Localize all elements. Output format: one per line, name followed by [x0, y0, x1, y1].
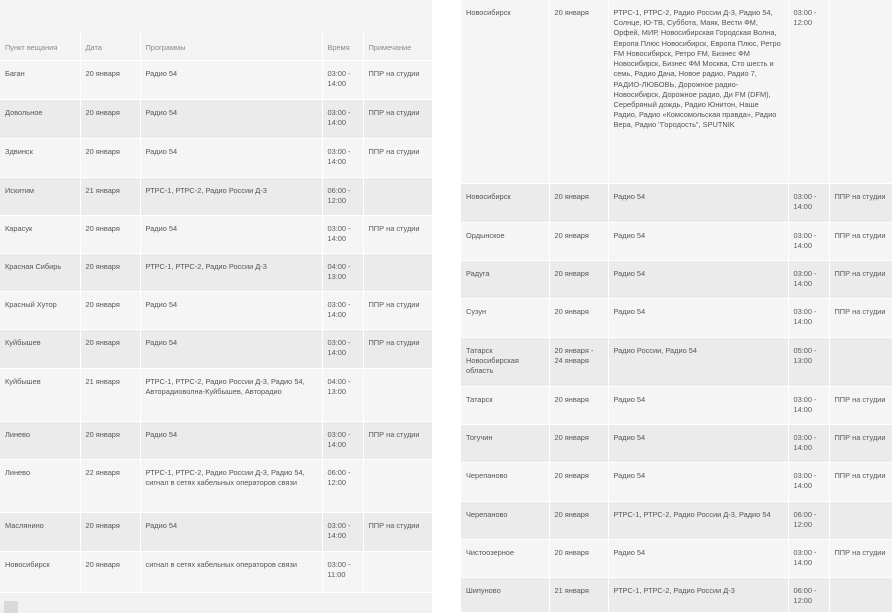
- cell-programs: РТРС-1, РТРС-2, Радио России Д-3: [140, 253, 322, 291]
- cell-note: [363, 253, 432, 291]
- cell-programs: РТРС-1, РТРС-2, Радио России Д-3: [140, 177, 322, 215]
- cell-place: Красный Хутор: [0, 291, 80, 329]
- top-band: [0, 0, 432, 32]
- cell-note: ППР на студии: [363, 215, 432, 253]
- cell-time: 03:00 - 14:00: [788, 183, 829, 222]
- header-note: Примечание: [363, 32, 432, 60]
- header-place: Пункт вещания: [0, 32, 80, 60]
- cell-time: 03:00 - 14:00: [322, 99, 363, 138]
- cell-place: Линево: [0, 459, 80, 512]
- cell-note: [829, 501, 892, 539]
- cell-place: Красная Сибирь: [0, 253, 80, 291]
- table-row: [461, 386, 892, 424]
- cell-note: ППР на студии: [363, 99, 432, 138]
- cell-note: ППР на студии: [363, 138, 432, 177]
- cell-place: Линево: [0, 421, 80, 459]
- table-row: [0, 329, 432, 368]
- cell-time: 03:00 - 14:00: [788, 386, 829, 424]
- cell-date: 20 января: [549, 298, 608, 337]
- cell-date: 20 января: [549, 501, 608, 539]
- cell-note: [363, 551, 432, 592]
- cell-date: 20 января: [80, 138, 140, 177]
- table-row: [0, 253, 432, 291]
- table-row: [0, 551, 432, 592]
- cell-place: Чистоозерное: [461, 539, 549, 577]
- cell-programs: Радио 54: [140, 138, 322, 177]
- cell-note: ППР на студии: [363, 291, 432, 329]
- cell-time: 04:00 - 13:00: [322, 253, 363, 291]
- table-header-row: [0, 32, 432, 60]
- cell-programs: Радио 54: [608, 386, 788, 424]
- cell-note: [829, 337, 892, 386]
- cell-date: 20 января: [80, 253, 140, 291]
- table-row: [461, 183, 892, 222]
- cell-date: 20 января - 24 января: [549, 337, 608, 386]
- cell-note: ППР на студии: [363, 60, 432, 99]
- table-row: [461, 222, 892, 260]
- cell-programs: Радио 54: [140, 99, 322, 138]
- cell-date: 20 января: [80, 421, 140, 459]
- cell-time: 03:00 - 12:00: [788, 0, 829, 183]
- cell-programs: Радио России, Радио 54: [608, 337, 788, 386]
- cell-programs: Радио 54: [608, 183, 788, 222]
- cell-time: 03:00 - 11:00: [322, 551, 363, 592]
- table-row: [0, 459, 432, 512]
- cell-programs: Радио 54: [140, 215, 322, 253]
- panel-gap: [432, 0, 461, 613]
- cell-time: 03:00 - 14:00: [322, 60, 363, 99]
- cell-place: Маслянино: [0, 512, 80, 551]
- cell-place: Тогучин: [461, 424, 549, 462]
- cell-time: 03:00 - 14:00: [788, 462, 829, 501]
- cell-time: 03:00 - 14:00: [788, 260, 829, 298]
- cell-programs: Радио 54: [140, 60, 322, 99]
- cell-note: ППР на студии: [829, 386, 892, 424]
- cell-place: Баган: [0, 60, 80, 99]
- table-row: [461, 539, 892, 577]
- cell-place: Куйбышев: [0, 368, 80, 421]
- cell-programs: Радио 54: [140, 512, 322, 551]
- table-row: [461, 501, 892, 539]
- cell-time: 03:00 - 14:00: [322, 291, 363, 329]
- cell-place: Татарск: [461, 386, 549, 424]
- cell-note: ППР на студии: [363, 421, 432, 459]
- cell-date: 22 января: [80, 459, 140, 512]
- cell-date: 20 января: [80, 99, 140, 138]
- cell-programs: Радио 54: [140, 329, 322, 368]
- table-row: [461, 0, 892, 183]
- cell-programs: сигнал в сетях кабельных операторов связи: [140, 551, 322, 592]
- table-row: [461, 462, 892, 501]
- cell-date: 20 января: [80, 512, 140, 551]
- schedule-table-right: [461, 0, 892, 613]
- table-row: [0, 177, 432, 215]
- broadcast-table-right: [461, 0, 892, 613]
- cell-note: ППР на студии: [829, 298, 892, 337]
- cell-place: Довольное: [0, 99, 80, 138]
- cell-place: Новосибирск: [461, 0, 549, 183]
- cell-note: ППР на студии: [829, 462, 892, 501]
- cell-date: 20 января: [549, 386, 608, 424]
- cell-time: 03:00 - 14:00: [322, 215, 363, 253]
- cell-programs: Радио 54: [608, 298, 788, 337]
- cell-date: 21 января: [80, 177, 140, 215]
- cell-note: [829, 0, 892, 183]
- header-programs: Программы: [140, 32, 322, 60]
- cell-time: 06:00 - 12:00: [322, 459, 363, 512]
- cell-place: Новосибирск: [461, 183, 549, 222]
- cell-place: Искитим: [0, 177, 80, 215]
- cell-note: ППР на студии: [829, 222, 892, 260]
- cell-date: 20 января: [549, 222, 608, 260]
- table-row: [0, 368, 432, 421]
- cell-date: 20 января: [80, 329, 140, 368]
- cell-place: Черепаново: [461, 462, 549, 501]
- cell-programs: Радио 54: [608, 539, 788, 577]
- cell-time: 03:00 - 14:00: [788, 424, 829, 462]
- cell-place: Куйбышев: [0, 329, 80, 368]
- table-row: [0, 512, 432, 551]
- cell-date: 21 января: [549, 577, 608, 612]
- cell-date: 20 января: [80, 551, 140, 592]
- cell-note: ППР на студии: [829, 539, 892, 577]
- table-row: [461, 298, 892, 337]
- cell-date: 20 января: [80, 215, 140, 253]
- scroll-chip: [4, 601, 18, 613]
- table-row: [0, 291, 432, 329]
- cell-note: [829, 577, 892, 612]
- cell-place: Новосибирск: [0, 551, 80, 592]
- table-row: [461, 260, 892, 298]
- cell-note: [363, 368, 432, 421]
- table-row: [0, 421, 432, 459]
- cell-time: 03:00 - 14:00: [788, 539, 829, 577]
- cell-time: 03:00 - 14:00: [788, 298, 829, 337]
- table-row: [0, 60, 432, 99]
- cell-note: [363, 177, 432, 215]
- cell-date: 20 января: [549, 260, 608, 298]
- cell-place: Карасук: [0, 215, 80, 253]
- header-time: Время: [322, 32, 363, 60]
- cell-place: Шипуново: [461, 577, 549, 612]
- cell-place: Сузун: [461, 298, 549, 337]
- cell-programs: Радио 54: [608, 222, 788, 260]
- cell-programs: РТРС-1, РТРС-2, Радио России Д-3, Радио 54, Солнце, Ю-ТВ, Суббота, Маяк, Вести ФМ, Орфей, МИР, Новосибирская Городская Волна, Европа Плюс Новосибирск, Европа Плюс, Ретро FM Новосибирск, Ретро FM, Бизнес ФМ Новосибирск, Бизнес ФМ Москва, Сто шесть и семь, Радио Дача, Новое радио, Радио 7, РАДИО-ЛЮБОВЬ, Дорожное радио-Новосибирск, Дорожное радио, Ди FM (DFM), Серебряный дождь, Радио Юнитон, Наше Радио, Радио «Комсомольская правда», Радио Вера, Радио "Городость", SPUTNIK: [608, 0, 788, 183]
- table-row: [461, 337, 892, 386]
- cell-note: [363, 459, 432, 512]
- cell-programs: РТРС-1, РТРС-2, Радио России Д-3, Радио 54: [608, 501, 788, 539]
- cell-date: 20 января: [549, 183, 608, 222]
- table-row: [0, 99, 432, 138]
- cell-programs: Радио 54: [608, 424, 788, 462]
- broadcast-table-left: [0, 32, 432, 593]
- cell-time: 03:00 - 14:00: [788, 222, 829, 260]
- cell-programs: Радио 54: [140, 291, 322, 329]
- cell-programs: РТРС-1, РТРС-2, Радио России Д-3, Радио 54, сигнал в сетях кабельных операторов связи: [140, 459, 322, 512]
- cell-note: ППР на студии: [829, 183, 892, 222]
- cell-programs: РТРС-1, РТРС-2, Радио России Д-3: [608, 577, 788, 612]
- cell-time: 03:00 - 14:00: [322, 421, 363, 459]
- cell-programs: Радио 54: [608, 462, 788, 501]
- cell-date: 20 января: [549, 424, 608, 462]
- cell-time: 03:00 - 14:00: [322, 329, 363, 368]
- table-row: [461, 577, 892, 612]
- table-row: [461, 424, 892, 462]
- cell-place: Радуга: [461, 260, 549, 298]
- cell-place: Здвинск: [0, 138, 80, 177]
- cell-time: 04:00 - 13:00: [322, 368, 363, 421]
- table-row: [0, 215, 432, 253]
- cell-date: 21 января: [80, 368, 140, 421]
- cell-programs: РТРС-1, РТРС-2, Радио России Д-3, Радио 54, Авторадиоволна-Куйбышев, Авторадио: [140, 368, 322, 421]
- header-date: Дата: [80, 32, 140, 60]
- cell-date: 20 января: [80, 291, 140, 329]
- cell-note: ППР на студии: [829, 424, 892, 462]
- cell-programs: Радио 54: [608, 260, 788, 298]
- cell-time: 06:00 - 12:00: [788, 501, 829, 539]
- cell-place: Ордынское: [461, 222, 549, 260]
- cell-date: 20 января: [549, 0, 608, 183]
- schedule-table-left: [0, 0, 432, 613]
- cell-note: ППР на студии: [363, 329, 432, 368]
- cell-programs: Радио 54: [140, 421, 322, 459]
- cell-note: ППР на студии: [363, 512, 432, 551]
- cell-place: Татарск Новосибирская область: [461, 337, 549, 386]
- cell-date: 20 января: [549, 462, 608, 501]
- cell-date: 20 января: [549, 539, 608, 577]
- cell-date: 20 января: [80, 60, 140, 99]
- cell-time: 06:00 - 12:00: [322, 177, 363, 215]
- cell-time: 03:00 - 14:00: [322, 138, 363, 177]
- cell-place: Черепаново: [461, 501, 549, 539]
- cell-time: 06:00 - 12:00: [788, 577, 829, 612]
- cell-time: 05:00 - 13:00: [788, 337, 829, 386]
- table-row: [0, 138, 432, 177]
- cell-note: ППР на студии: [829, 260, 892, 298]
- cell-time: 03:00 - 14:00: [322, 512, 363, 551]
